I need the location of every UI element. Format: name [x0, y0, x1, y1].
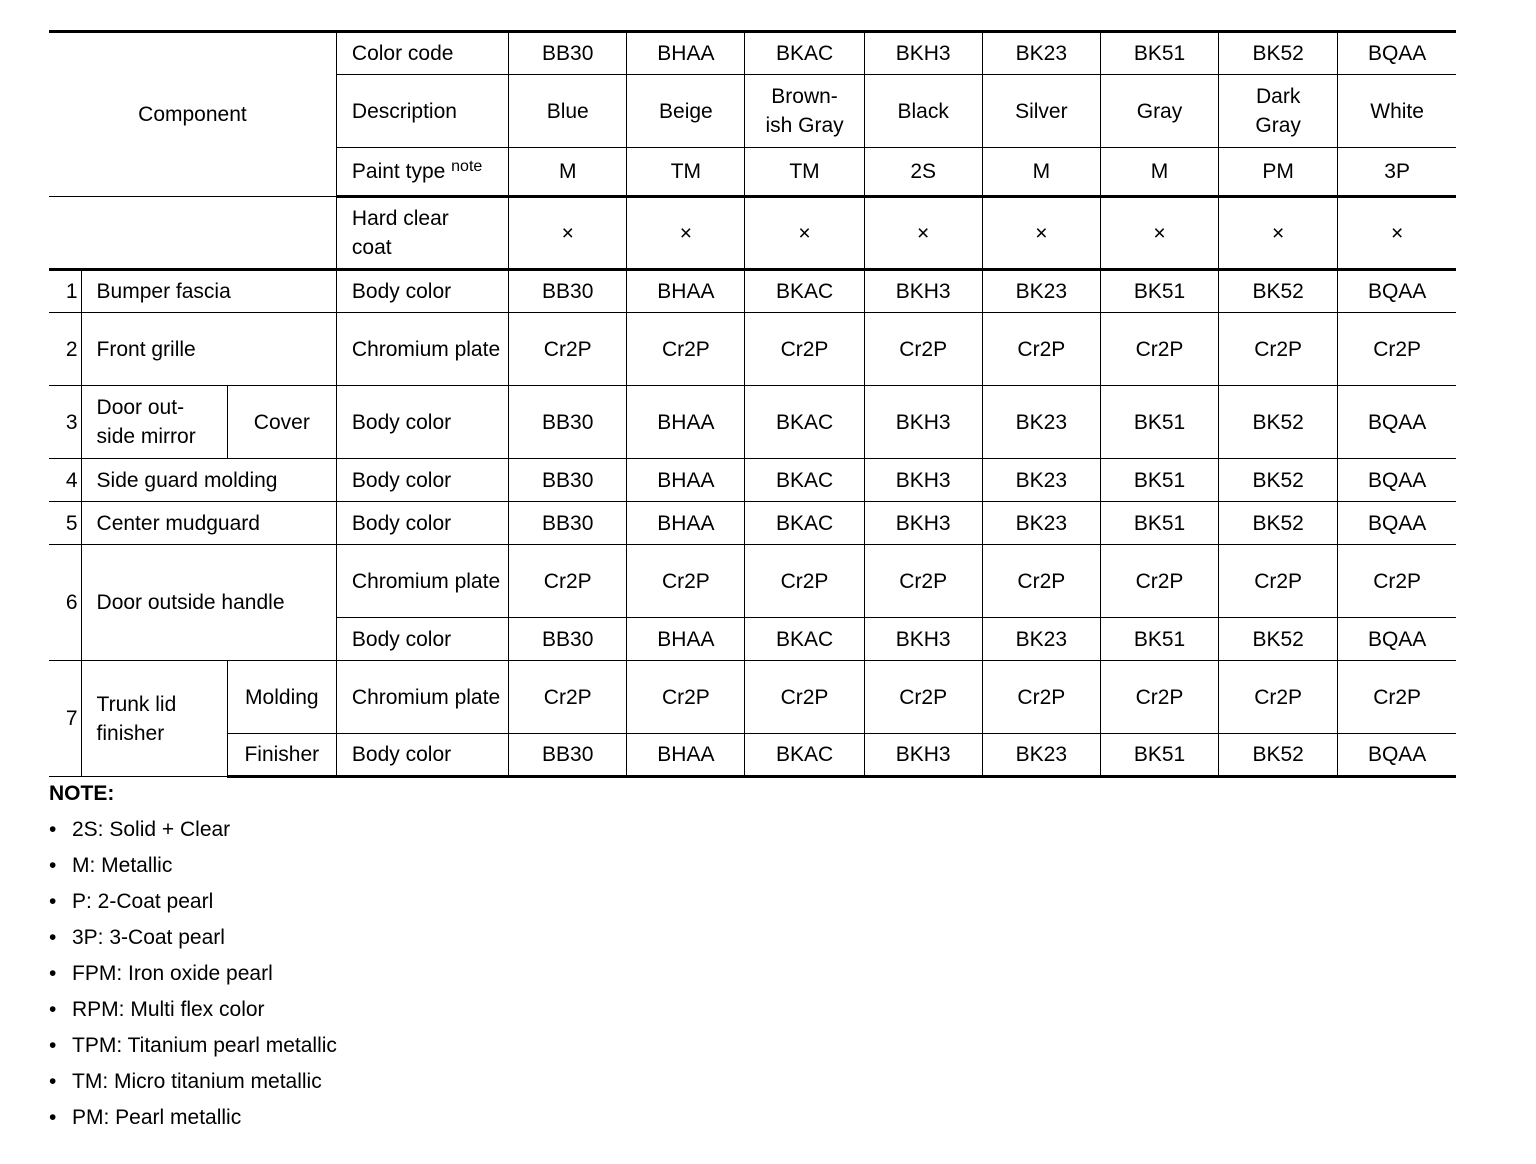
header-row-hard-clear-coat — [49, 197, 1456, 270]
value-cell: BK23 — [982, 734, 1100, 777]
value-cell: Cr2P — [509, 661, 627, 734]
value-cell: BK52 — [1219, 386, 1338, 459]
value-cell: BK52 — [1219, 734, 1338, 777]
description-cell: White — [1338, 75, 1456, 148]
value-cell: Cr2P — [627, 661, 745, 734]
value-cell: BK52 — [1219, 618, 1338, 661]
hard-clear-coat-cell: × — [1100, 197, 1218, 270]
paint-type-label: Paint type $^{note}$ — [336, 148, 508, 197]
value-cell: BB30 — [509, 270, 627, 313]
value-cell: Cr2P — [509, 545, 627, 618]
value-cell: Cr2P — [864, 313, 982, 386]
value-cell: Cr2P — [1219, 545, 1338, 618]
component-header — [49, 32, 336, 197]
finish-type: Body color — [336, 459, 508, 502]
value-cell: BKH3 — [864, 270, 982, 313]
paint-type-cell: M — [509, 148, 627, 197]
value-cell: BB30 — [509, 386, 627, 459]
paint-type-cell: M — [982, 148, 1100, 197]
value-cell: BK51 — [1100, 618, 1218, 661]
value-cell: Cr2P — [982, 661, 1100, 734]
finish-type: Body color — [336, 502, 508, 545]
value-cell: BHAA — [627, 618, 745, 661]
description-cell: Gray — [1100, 75, 1218, 148]
note-text: M: Metallic — [72, 854, 173, 877]
hard-clear-coat-cell: × — [1338, 197, 1456, 270]
value-cell: Cr2P — [1338, 545, 1456, 618]
value-cell: BK51 — [1100, 386, 1218, 459]
component-subpart: Molding — [227, 661, 336, 734]
value-cell: Cr2P — [509, 313, 627, 386]
component-row — [49, 313, 1456, 386]
bullet-icon: • — [49, 854, 57, 877]
component-name: Center mudguard — [81, 502, 336, 545]
component-name: Door outside handle — [81, 545, 336, 661]
value-cell: Cr2P — [864, 545, 982, 618]
value-cell: Cr2P — [627, 545, 745, 618]
note-item — [49, 1064, 337, 1100]
value-cell: BB30 — [509, 502, 627, 545]
paint-type-cell: 2S — [864, 148, 982, 197]
paint-type-cell: TM — [745, 148, 864, 197]
note-text: FPM: Iron oxide pearl — [72, 962, 273, 985]
bullet-icon: • — [49, 962, 57, 985]
value-cell: BKH3 — [864, 459, 982, 502]
note-text: PM: Pearl metallic — [72, 1106, 242, 1129]
component-number: 2 — [49, 313, 81, 386]
header-row-color-code — [49, 32, 1456, 75]
color-code-label: Color code — [336, 32, 508, 75]
value-cell: BB30 — [509, 618, 627, 661]
note-item — [49, 956, 337, 992]
color-code-cell: BHAA — [627, 32, 745, 75]
note-text: 2S: Solid + Clear — [72, 818, 231, 841]
value-cell: BHAA — [627, 270, 745, 313]
value-cell: Cr2P — [982, 313, 1100, 386]
note-text: RPM: Multi flex color — [72, 998, 265, 1021]
value-cell: Cr2P — [864, 661, 982, 734]
component-number: 3 — [49, 386, 81, 459]
value-cell: BK51 — [1100, 459, 1218, 502]
value-cell: BK51 — [1100, 734, 1218, 777]
value-cell: Cr2P — [1100, 545, 1218, 618]
component-row — [49, 661, 1456, 734]
finish-type: Chromium plate — [336, 313, 508, 386]
bullet-icon: • — [49, 818, 57, 841]
value-cell: BKAC — [745, 459, 864, 502]
bullet-icon: • — [49, 1106, 57, 1129]
component-name: Door out-side mirror — [81, 386, 227, 459]
note-item — [49, 1100, 337, 1136]
value-cell: BKAC — [745, 270, 864, 313]
value-cell: BKAC — [745, 502, 864, 545]
value-cell: BK52 — [1219, 459, 1338, 502]
paint-type-cell: 3P — [1338, 148, 1456, 197]
value-cell: Cr2P — [1338, 313, 1456, 386]
paint-type-cell: PM — [1219, 148, 1338, 197]
finish-type: Body color — [336, 270, 508, 313]
value-cell: BKH3 — [864, 502, 982, 545]
component-row — [49, 502, 1456, 545]
finish-type: Chromium plate — [336, 545, 508, 618]
note-item — [49, 812, 337, 848]
description-label: Description — [336, 75, 508, 148]
bullet-icon: • — [49, 998, 57, 1021]
value-cell: BKAC — [745, 618, 864, 661]
value-cell: BK51 — [1100, 270, 1218, 313]
note-item — [49, 992, 337, 1028]
value-cell: BK52 — [1219, 502, 1338, 545]
hard-clear-coat-label: Hard clear coat — [336, 197, 508, 270]
component-number: 4 — [49, 459, 81, 502]
value-cell: Cr2P — [982, 545, 1100, 618]
paint-color-table — [49, 30, 1456, 778]
bullet-icon: • — [49, 1034, 57, 1057]
notes-section — [49, 776, 337, 1136]
value-cell: BHAA — [627, 386, 745, 459]
value-cell: Cr2P — [1100, 661, 1218, 734]
value-cell: Cr2P — [1100, 313, 1218, 386]
value-cell: Cr2P — [1338, 661, 1456, 734]
color-code-cell: BB30 — [509, 32, 627, 75]
value-cell: BQAA — [1338, 459, 1456, 502]
description-cell: Brown-ish Gray — [745, 75, 864, 148]
value-cell: Cr2P — [745, 545, 864, 618]
component-name: Front grille — [81, 313, 336, 386]
description-cell: Black — [864, 75, 982, 148]
note-item — [49, 920, 337, 956]
color-code-cell: BKAC — [745, 32, 864, 75]
component-label: Component — [138, 103, 247, 126]
notes-list — [49, 812, 337, 1136]
component-number: 7 — [49, 661, 81, 777]
paint-type-cell: M — [1100, 148, 1218, 197]
bullet-icon: • — [49, 1070, 57, 1093]
value-cell: BK23 — [982, 386, 1100, 459]
component-name: Side guard molding — [81, 459, 336, 502]
value-cell: BHAA — [627, 734, 745, 777]
color-code-cell: BK52 — [1219, 32, 1338, 75]
value-cell: BQAA — [1338, 734, 1456, 777]
value-cell: BKAC — [745, 386, 864, 459]
component-number: 6 — [49, 545, 81, 661]
finish-type: Body color — [336, 618, 508, 661]
value-cell: BB30 — [509, 459, 627, 502]
value-cell: BKAC — [745, 734, 864, 777]
value-cell: BK23 — [982, 502, 1100, 545]
component-name: Bumper fascia — [81, 270, 336, 313]
value-cell: BK23 — [982, 270, 1100, 313]
value-cell: BKH3 — [864, 386, 982, 459]
hard-clear-coat-cell: × — [1219, 197, 1338, 270]
note-text: P: 2-Coat pearl — [72, 890, 214, 913]
value-cell: BK23 — [982, 459, 1100, 502]
color-code-cell: BK23 — [982, 32, 1100, 75]
value-cell: BK23 — [982, 618, 1100, 661]
note-text: TM: Micro titanium metallic — [72, 1070, 322, 1093]
value-cell: BQAA — [1338, 386, 1456, 459]
component-header-blank — [49, 197, 336, 270]
component-row — [49, 386, 1456, 459]
description-cell: Silver — [982, 75, 1100, 148]
value-cell: Cr2P — [745, 313, 864, 386]
value-cell: BB30 — [509, 734, 627, 777]
component-row — [49, 545, 1456, 618]
component-row — [49, 459, 1456, 502]
value-cell: BQAA — [1338, 270, 1456, 313]
note-item — [49, 884, 337, 920]
color-code-cell: BKH3 — [864, 32, 982, 75]
hard-clear-coat-cell: × — [745, 197, 864, 270]
component-row — [49, 734, 1456, 777]
value-cell: Cr2P — [1219, 661, 1338, 734]
value-cell: BHAA — [627, 459, 745, 502]
value-cell: BKH3 — [864, 618, 982, 661]
value-cell: BHAA — [627, 502, 745, 545]
component-number: 1 — [49, 270, 81, 313]
value-cell: BQAA — [1338, 502, 1456, 545]
component-name: Trunk lid finisher — [81, 661, 227, 777]
value-cell: BQAA — [1338, 618, 1456, 661]
component-subpart: Finisher — [227, 734, 336, 777]
finish-type: Body color — [336, 386, 508, 459]
component-row — [49, 270, 1456, 313]
value-cell: Cr2P — [1219, 313, 1338, 386]
note-text: 3P: 3-Coat pearl — [72, 926, 225, 949]
paint-type-cell: TM — [627, 148, 745, 197]
color-code-cell: BK51 — [1100, 32, 1218, 75]
value-cell: Cr2P — [745, 661, 864, 734]
value-cell: BK52 — [1219, 270, 1338, 313]
description-cell: Beige — [627, 75, 745, 148]
note-item — [49, 848, 337, 884]
note-item — [49, 1028, 337, 1064]
hard-clear-coat-cell: × — [509, 197, 627, 270]
description-cell: Blue — [509, 75, 627, 148]
value-cell: BKH3 — [864, 734, 982, 777]
paint-type-note-marker: note — [451, 158, 483, 175]
bullet-icon: • — [49, 926, 57, 949]
description-cell: Dark Gray — [1219, 75, 1338, 148]
value-cell: BK51 — [1100, 502, 1218, 545]
hard-clear-coat-cell: × — [864, 197, 982, 270]
bullet-icon: • — [49, 890, 57, 913]
hard-clear-coat-cell: × — [627, 197, 745, 270]
component-number: 5 — [49, 502, 81, 545]
note-text: TPM: Titanium pearl metallic — [72, 1034, 337, 1057]
finish-type: Chromium plate — [336, 661, 508, 734]
notes-title: NOTE: — [49, 782, 115, 805]
value-cell: Cr2P — [627, 313, 745, 386]
color-code-cell: BQAA — [1338, 32, 1456, 75]
component-subpart: Cover — [227, 386, 336, 459]
finish-type: Body color — [336, 734, 508, 777]
hard-clear-coat-cell: × — [982, 197, 1100, 270]
